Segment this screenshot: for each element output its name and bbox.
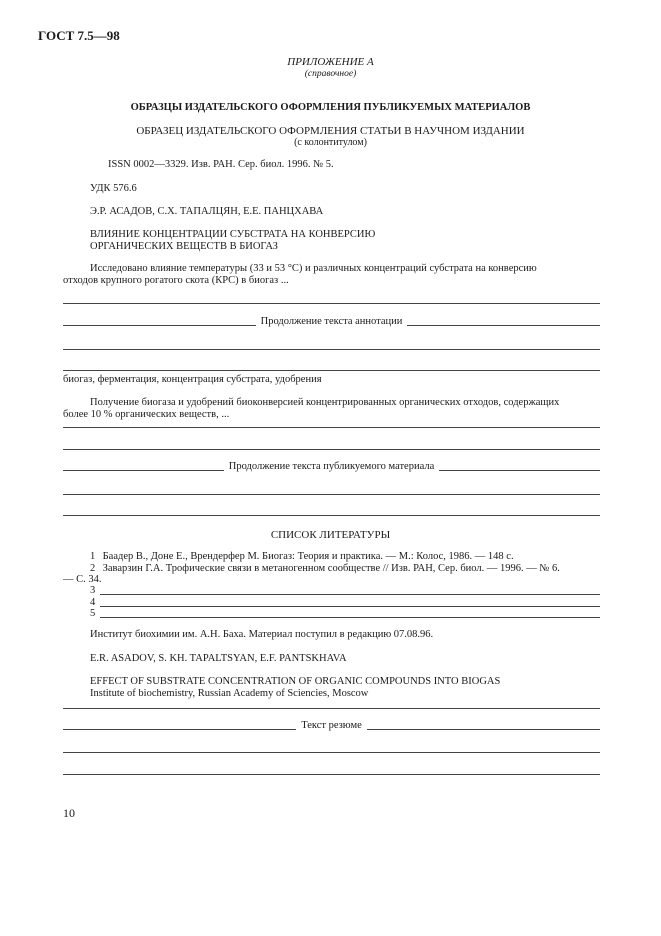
sample-subtitle: (с колонтитулом) bbox=[294, 137, 367, 148]
abstract-continuation-row bbox=[63, 316, 600, 329]
blank-line bbox=[63, 427, 600, 428]
reference-number: 1 bbox=[90, 551, 96, 562]
rule-left bbox=[63, 324, 256, 326]
en-institute: Institute of biochemistry, Russian Academy of Sciencies, Moscow bbox=[90, 688, 369, 699]
blank-line bbox=[63, 752, 600, 753]
abstract-line-2: отходов крупного рогатого скота (КРС) в биогаз ... bbox=[63, 275, 289, 286]
article-title-line-1: ВЛИЯНИЕ КОНЦЕНТРАЦИИ СУБСТРАТА НА КОНВЕРСИЮ bbox=[90, 229, 376, 240]
sample-title: ОБРАЗЕЦ ИЗДАТЕЛЬСКОГО ОФОРМЛЕНИЯ СТАТЬИ В НАУЧНОМ ИЗДАНИИ bbox=[136, 125, 525, 137]
page-number: 10 bbox=[63, 806, 75, 820]
rule-left bbox=[63, 728, 296, 730]
rule-right bbox=[407, 324, 600, 326]
abstract-continuation-label: Продолжение текста аннотации bbox=[260, 316, 403, 327]
affiliation: Институт биохимии им. А.Н. Баха. Материал поступил в редакцию 07.08.96. bbox=[90, 629, 434, 640]
rule-left bbox=[63, 469, 224, 471]
reference-item bbox=[90, 563, 560, 576]
abstract-line-1: Исследовано влияние температуры (33 и 53 °С) и различных концентраций субстрата на конверсию bbox=[90, 263, 537, 274]
keywords: биогаз, ферментация, концентрация субстрата, удобрения bbox=[63, 374, 322, 385]
summary-row bbox=[63, 720, 600, 733]
reference-number: 2 bbox=[90, 563, 96, 574]
appendix-title: ПРИЛОЖЕНИЕ А bbox=[287, 56, 374, 68]
standard-header: ГОСТ 7.5—98 bbox=[38, 28, 120, 43]
reference-item bbox=[90, 551, 514, 564]
body-text-line-2: более 10 % органических веществ, ... bbox=[63, 409, 230, 420]
reference-item bbox=[90, 608, 600, 621]
main-title: ОБРАЗЦЫ ИЗДАТЕЛЬСКОГО ОФОРМЛЕНИЯ ПУБЛИКУЕМЫХ МАТЕРИАЛОВ bbox=[130, 102, 531, 113]
reference-blank bbox=[100, 617, 600, 618]
blank-line bbox=[63, 449, 600, 450]
en-title: EFFECT OF SUBSTRATE CONCENTRATION OF ORGANIC COMPOUNDS INTO BIOGAS bbox=[90, 676, 501, 687]
reference-blank bbox=[100, 594, 600, 595]
blank-line bbox=[63, 515, 600, 516]
summary-label: Текст резюме bbox=[301, 720, 362, 731]
appendix-subtitle: (справочное) bbox=[304, 69, 357, 79]
blank-line bbox=[63, 349, 600, 350]
body-text-line-1: Получение биогаза и удобрений биоконверсией концентрированных органических отходов, содержащих bbox=[90, 397, 560, 408]
authors: Э.Р. АСАДОВ, С.Х. ТАПАЛЦЯН, Е.Е. ПАНЦХАВА bbox=[90, 206, 324, 217]
blank-line bbox=[63, 303, 600, 304]
rule-right bbox=[367, 728, 600, 730]
references-title: СПИСОК ЛИТЕРАТУРЫ bbox=[270, 529, 391, 541]
rule-right bbox=[439, 469, 600, 471]
udc: УДК 576.6 bbox=[90, 183, 137, 194]
issn-line: ISSN 0002—3329. Изв. РАН. Сер. биол. 1996. № 5. bbox=[108, 159, 334, 170]
body-continuation-row bbox=[63, 461, 600, 474]
reference-number: 3 bbox=[90, 585, 96, 596]
article-title-line-2: ОРГАНИЧЕСКИХ ВЕЩЕСТВ В БИОГАЗ bbox=[90, 241, 278, 252]
reference-blank bbox=[100, 606, 600, 607]
blank-line bbox=[63, 494, 600, 495]
blank-line bbox=[63, 370, 600, 371]
reference-number: 5 bbox=[90, 608, 96, 619]
reference-text: Баадер В., Доне Е., Врендерфер М. Биогаз: Теория и практика. — М.: Колос, 1986. — 148 с. bbox=[102, 551, 514, 562]
blank-line bbox=[63, 774, 600, 775]
reference-number: 4 bbox=[90, 597, 96, 608]
reference-text-continuation: — С. 34. bbox=[63, 574, 102, 585]
en-authors: E.R. ASADOV, S. KH. TAPALTSYAN, E.F. PANTSKHAVA bbox=[90, 653, 347, 664]
blank-line bbox=[63, 708, 600, 709]
body-continuation-label: Продолжение текста публикуемого материала bbox=[228, 461, 435, 472]
reference-item bbox=[90, 585, 600, 598]
reference-text: Заварзин Г.А. Трофические связи в метаногенном сообществе // Изв. РАН, Сер. биол. — 1996. — № 6. bbox=[102, 563, 560, 574]
